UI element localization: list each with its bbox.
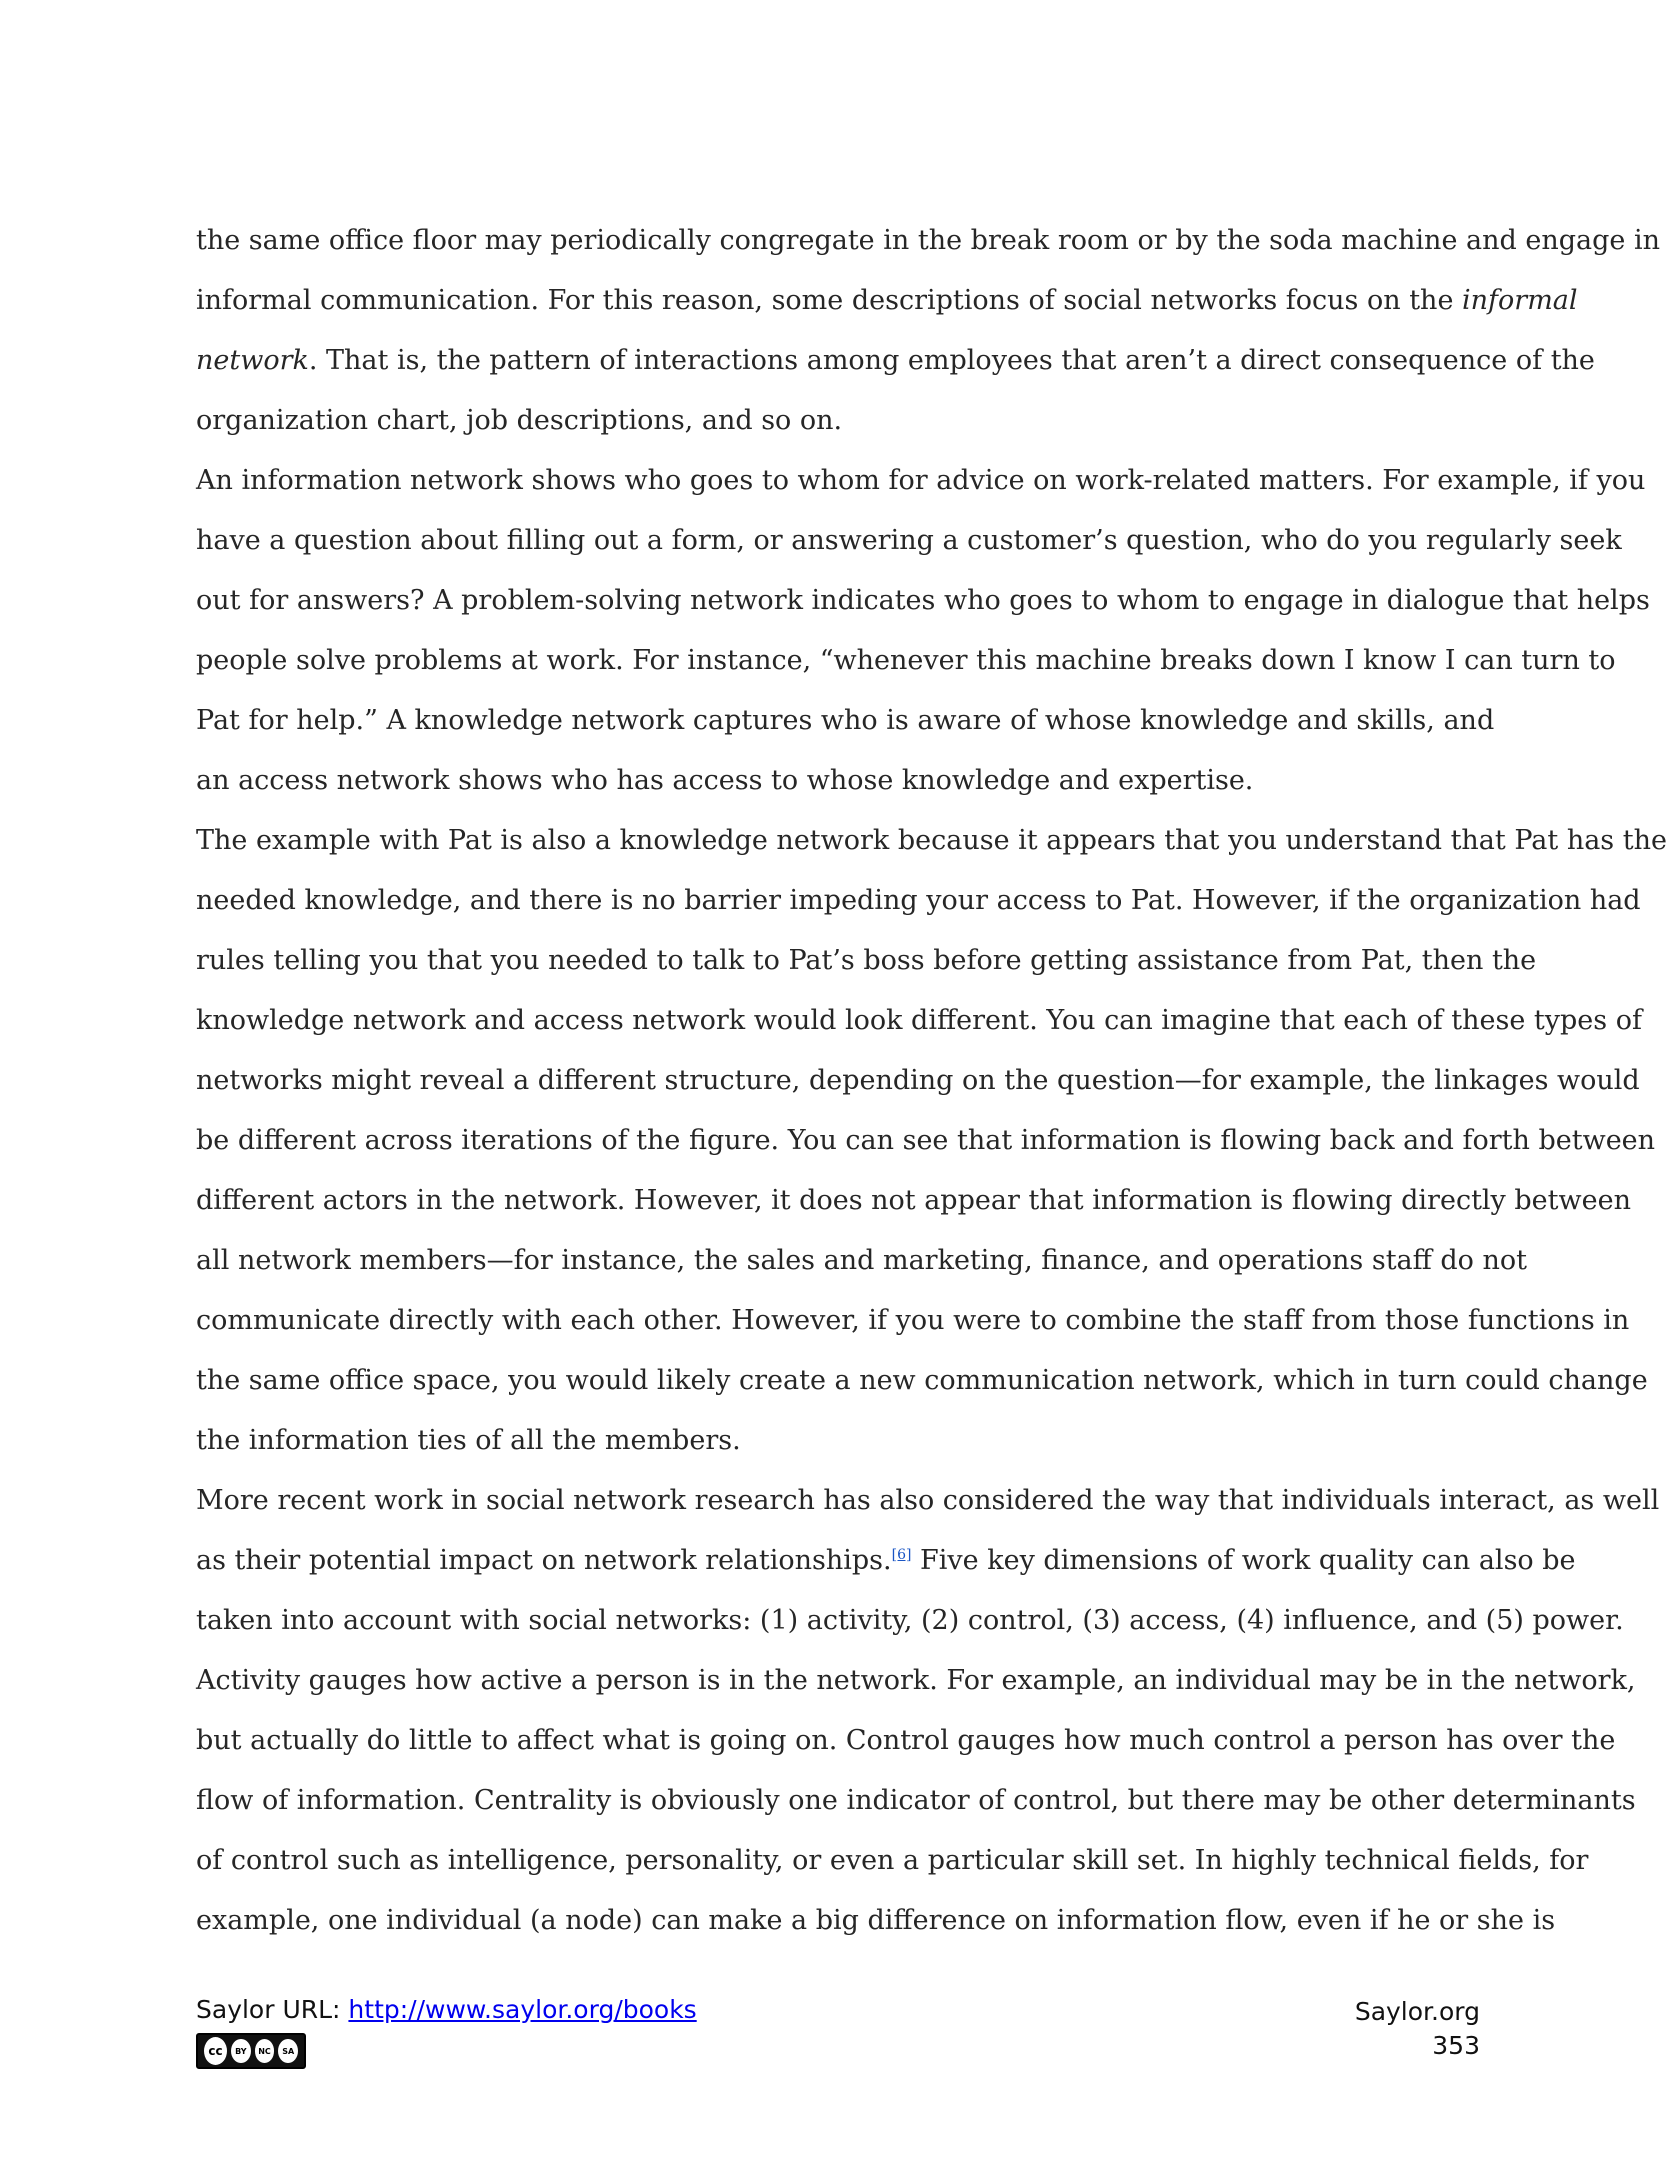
text-line [196,876,1641,936]
text-run: have a question about filling out a form, or answering a customer’s question, who do you regularly seek [196,525,1622,556]
text-line [196,756,1486,816]
text-run: but actually do little to affect what is going on. Control gauges how much control a person has over the [196,1725,1616,1756]
text-line [196,996,1642,1056]
text-run: the information ties of all the members. [196,1425,741,1456]
text-run: knowledge network and access network would look different. You can imagine that each of these types of [196,1005,1642,1036]
page-number: 353 [1432,2031,1480,2060]
text-run: all network members—for instance, the sales and marketing, finance, and operations staff do not [196,1245,1528,1276]
text-line [196,1476,1660,1536]
text-line [196,1236,1528,1296]
text-run: informal communication. For this reason, some descriptions of social networks focus on the [196,285,1463,316]
saylor-books-link[interactable]: http://www.saylor.org/books [348,1995,697,2024]
text-run: . That is, the pattern of interactions among employees that aren’t a direct consequence of the [308,345,1595,376]
text-run: needed knowledge, and there is no barrier impeding your access to Pat. However, if the organization had [196,885,1641,916]
text-run: More recent work in social network research has also considered the way that individuals interact, as well [196,1485,1660,1516]
text-line [196,1896,1556,1956]
text-line [196,1116,1656,1176]
text-run: be different across iterations of the figure. You can see that information is flowing back and forth between [196,1125,1656,1156]
text-line [196,1656,1636,1716]
text-line [196,1356,1648,1416]
text-run: Pat for help.” A knowledge network captures who is aware of whose knowledge and skills, and [196,705,1495,736]
text-run: flow of information. Centrality is obviously one indicator of control, but there may be other determinants [196,1785,1636,1816]
text-line [196,1416,1486,1476]
text-line [196,576,1650,636]
text-run: networks might reveal a different structure, depending on the question—for example, the linkages would [196,1065,1640,1096]
text-run: rules telling you that you needed to talk to Pat’s boss before getting assistance from Pat, then the [196,945,1537,976]
text-run: people solve problems at work. For instance, “whenever this machine breaks down I know I can turn to [196,645,1616,676]
text-line [196,216,1660,276]
text-run: organization chart, job descriptions, and so on. [196,405,843,436]
text-line [196,636,1616,696]
text-line [196,1536,1576,1596]
footer-site [1355,1995,1480,2063]
text-line [196,816,1667,876]
text-line [196,1836,1589,1896]
text-run: different actors in the network. However, it does not appear that information is flowing directly between [196,1185,1631,1216]
text-line [196,696,1495,756]
text-line [196,1176,1631,1236]
text-run: example, one individual (a node) can make a big difference on information flow, even if he or she is [196,1905,1556,1936]
text-line [196,936,1537,996]
text-run: The example with Pat is also a knowledge network because it appears that you understand that Pat has the [196,825,1667,856]
text-run: Five key dimensions of work quality can also be [911,1545,1576,1576]
text-run: An information network shows who goes to whom for advice on work-related matters. For example, if you [196,465,1646,496]
text-run: the same office space, you would likely create a new communication network, which in turn could change [196,1365,1648,1396]
text-run: an access network shows who has access to whose knowledge and expertise. [196,765,1254,796]
footer-url [196,1995,697,2024]
nc-icon: NC [253,2037,277,2065]
sa-icon: SA [276,2037,300,2065]
text-line [196,456,1646,516]
italic-term: informal [1462,285,1578,316]
url-label: Saylor URL: [196,1995,349,2024]
text-line [196,1596,1624,1656]
page-body [196,216,1667,1956]
text-line [196,276,1578,336]
text-run: Activity gauges how active a person is in the network. For example, an individual may be in the network, [196,1665,1636,1696]
text-run: taken into account with social networks: (1) activity, (2) control, (3) access, (4) influence, and (5) power. [196,1605,1624,1636]
text-line [196,1716,1616,1776]
text-run: as their potential impact on network relationships. [196,1545,892,1576]
text-run: communicate directly with each other. However, if you were to combine the staff from those functions in [196,1305,1630,1336]
site-name: Saylor.org [1354,1997,1480,2026]
text-line [196,1296,1630,1356]
by-icon: BY [229,2037,253,2065]
text-line [196,1056,1640,1116]
cc-icon: cc [202,2035,229,2067]
text-run: of control such as intelligence, personality, or even a particular skill set. In highly technical fields, for [196,1845,1589,1876]
text-run: out for answers? A problem-solving network indicates who goes to whom to engage in dialogue that helps [196,585,1650,616]
footnote-link[interactable]: [6] [891,1547,912,1563]
text-line [196,516,1622,576]
text-line [196,1776,1636,1836]
text-run: the same office floor may periodically congregate in the break room or by the soda machine and engage in [196,225,1660,256]
text-line [196,336,1595,396]
cc-license-icon[interactable] [196,2033,306,2069]
text-line [196,396,1486,456]
italic-term: network [196,345,309,376]
